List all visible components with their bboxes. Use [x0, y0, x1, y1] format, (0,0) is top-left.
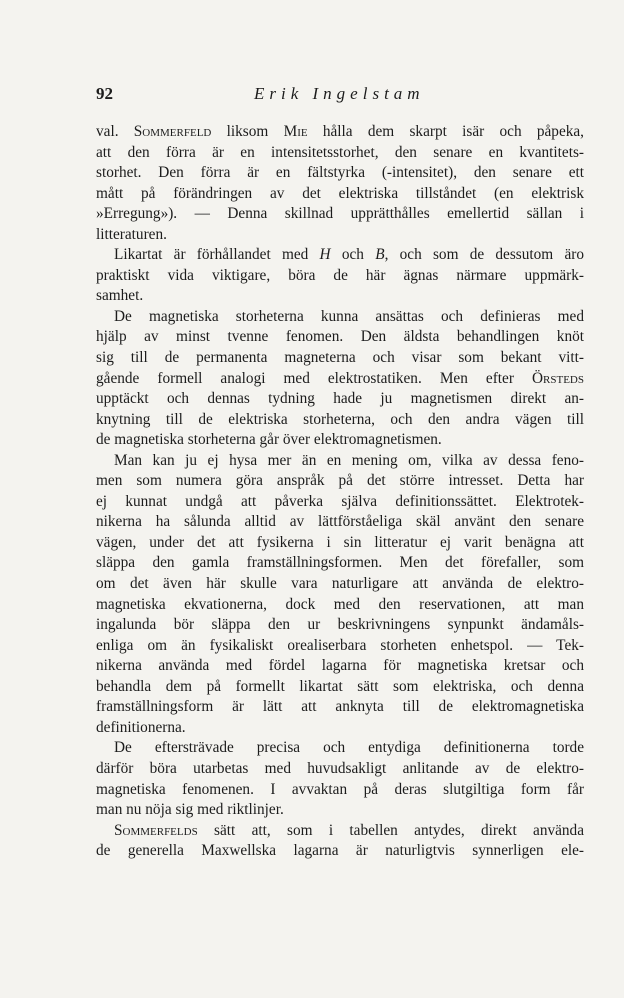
text-line: framställningsform är lätt att anknyta till de elektromagnetiska — [96, 698, 584, 716]
text-line: Man kan ju ej hysa mer än en mening om, vilka av dessa feno- — [114, 451, 584, 469]
text-line: ingalunda bör släppa den ur beskrivningens synpunkt ändamåls- — [96, 616, 584, 634]
text-line: nikerna använda med fördel lagarna för magnetiska kretsar och — [96, 657, 584, 675]
author-name-sommerfeld: Sommerfeld — [133, 123, 212, 140]
text-line: att den förra är en intensitetsstorhet, den senare en kvantitets- — [96, 143, 584, 161]
text-line-start: val. — [96, 123, 134, 140]
text-line: behandla dem på formellt likartat sätt som elektriska, och denna — [96, 677, 584, 695]
text-line: de generella Maxwellska lagarna är naturligtvis synnerligen ele- — [96, 842, 584, 860]
text-line: ej kunnat undgå att påverka själva definitionssättet. Elektrotek- — [96, 492, 584, 510]
text-line: sig till de permanenta magneterna och visar som bekant vitt- — [96, 349, 584, 367]
text-line: man nu nöja sig med riktlinjer. — [96, 801, 284, 819]
text-line: magnetiska ekvationerna, dock med den reservationen, att man — [96, 595, 584, 613]
text-line: om det även här skulle vara naturligare att använda de elektro- — [96, 575, 584, 593]
author-name-sommerfelds: Sommerfelds — [114, 821, 198, 839]
text-line: Likartat är förhållandet med H och B, och som de dessutom äro — [114, 246, 584, 264]
text-line: de magnetiska storheterna går över elektromagnetismen. — [96, 431, 442, 449]
text-line: val. Sommerfeld liksom Mie hålla dem skarpt isär och påpeka, — [96, 123, 585, 140]
text-line: mått på förändringen av det elektriska tillståndet (en elektrisk — [96, 184, 584, 202]
author-name-mie: Mie — [283, 123, 308, 140]
body-text — [96, 122, 584, 862]
text-line: nikerna ha sålunda alltid av lättförståeliga skäl använt den senare — [96, 513, 584, 531]
text-line: De eftersträvade precisa och entydiga definitionerna torde — [114, 739, 584, 757]
text-line: Sommerfelds sätt att, som i tabellen antydes, direkt använda — [114, 821, 584, 839]
text-line: gående formell analogi med elektrostatiken. Men efter Örsteds — [96, 369, 584, 387]
text-line: litteraturen. — [96, 225, 167, 243]
text-line: samhet. — [96, 287, 144, 305]
text-line: knytning till de elektriska storheterna, och den andra vägen till — [96, 410, 584, 428]
text-line: vägen, under det att fysikerna i sin litteratur ej varit benägna att — [96, 533, 584, 551]
text-line: storhet. Den förra är en fältstyrka (-intensitet), den senare ett — [96, 164, 584, 182]
text-line: enliga om än fysikaliskt orealiserbara storheten enhetspol. — Tek- — [96, 636, 584, 654]
text-line: »Erregung»). — Denna skillnad upprätthålles emellertid sällan i — [96, 205, 584, 223]
text-line: upptäckt och dennas tydning hade ju magnetismen direkt an- — [96, 390, 584, 408]
text-line: därför böra utarbetas med huvudsakligt anlitande av de elektro- — [96, 759, 584, 777]
running-head: Erik Ingelstam — [254, 84, 425, 103]
page-number: 92 — [96, 84, 113, 103]
text-line: men som numera göra anspråk på det större intresset. Detta har — [96, 472, 584, 490]
text-line: praktiskt vida viktigare, böra de här ägnas närmare uppmärk- — [96, 266, 584, 284]
text-line: släppa den gamla framställningsformen. Men det förefaller, som — [96, 554, 584, 572]
page-header — [96, 84, 584, 108]
text-line: definitionerna. — [96, 718, 186, 736]
text-line: De magnetiska storheterna kunna ansättas och definieras med — [114, 307, 584, 325]
author-name-orsted: Örsteds — [531, 369, 584, 387]
text-line: hjälp av minst tvenne fenomen. Den äldsta behandlingen knöt — [96, 328, 584, 346]
text-line: magnetiska fenomenen. I avvaktan på deras slutgiltiga form får — [96, 780, 584, 798]
